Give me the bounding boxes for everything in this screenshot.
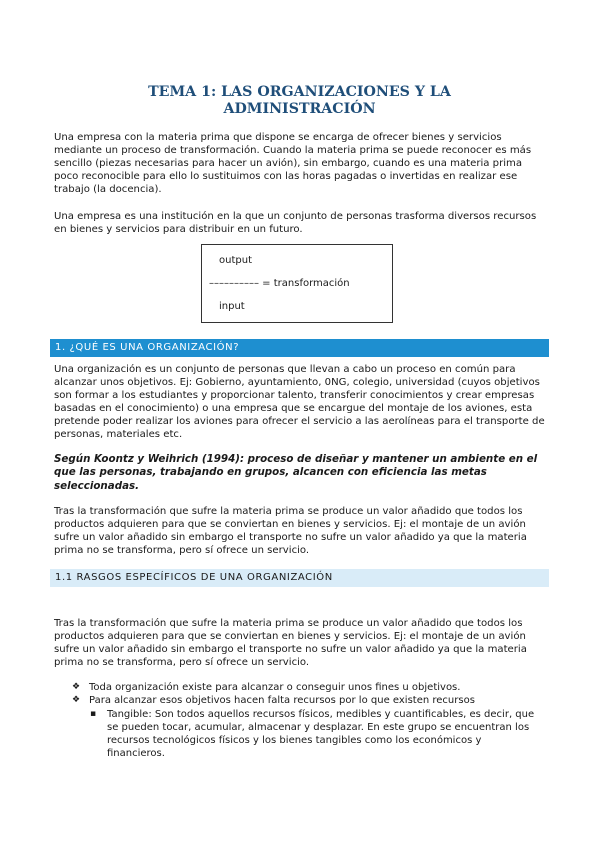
intro-paragraph-1: Una empresa con la materia prima que dispone se encarga de ofrecer bienes y servicios mediante un proceso de transformación. Cuando la materia prima se puede reconocer es más sencillo (piezas necesarias para hacer un avión), sin embargo, cuando es una materia prima poco reconocible para ello lo sustituimos con las horas pagadas o invertidas en realizar ese trabajo (la docencia). [54, 132, 532, 196]
list-item-text: Toda organización existe para alcanzar o conseguir unos fines u objetivos. [89, 682, 461, 693]
intro-paragraph-2: Una empresa es una institución en la que un conjunto de personas trasforma diversos recursos en bienes y servicios para distribuir en un futuro. [54, 211, 537, 236]
section-heading-1: 1. ¿QUÉ ES UNA ORGANIZACIÓN? [50, 339, 549, 357]
diagram-input-label: input [219, 301, 245, 312]
diagram-transformation-line: –––––––––– = transformación [209, 278, 350, 289]
section-heading-1-1: 1.1 RASGOS ESPECÍFICOS DE UNA ORGANIZACIÓN [50, 569, 549, 587]
diagram-output-label: output [219, 255, 252, 266]
list-item [72, 694, 549, 707]
section1-paragraph-2: Tras la transformación que sufre la materia prima se produce un valor añadido que todos los productos adquieren para que se conviertan en bienes y servicios. Ej: el montaje de un avión sufre un valor añadido sin embargo el transporte no sufre un valor añadido ya que la materia prima no se transforma, pero sí ofrece un servicio. [54, 506, 527, 557]
diamond-bullet-icon: ❖ [72, 682, 81, 692]
sub-list-item [90, 708, 549, 762]
section1-paragraph-1: Una organización es un conjunto de personas que llevan a cabo un proceso en común para alcanzar unos objetivos. Ej: Gobierno, ayuntamiento, 0NG, colegio, universidad (cuyos objetivos son formar a los estudiantes y proporcionar talento, transferir conocimientos y crear empresas basadas en el conocimiento) o una empresa que se encargue del montaje de los aviones, esta pretende poder realizar los aviones para ofrecer el servicio a las aerolíneas para el transporte de personas, materiales etc. [54, 364, 545, 441]
square-bullet-icon: ▪ [90, 709, 97, 719]
list-item [72, 681, 549, 694]
page-title: TEMA 1: LAS ORGANIZACIONES Y LA ADMINISTRACIÓN [148, 84, 451, 117]
sub-list-item-text: Tangible: Son todos aquellos recursos físicos, medibles y cuantificables, es decir, que se pueden tocar, acumular, almacenar y desplazar. En este grupo se encuentran los recursos tecnológicos físicos y los bienes tangibles como los económicos y financieros. [107, 709, 535, 759]
list-item-text: Para alcanzar esos objetivos hacen falta recursos por lo que existen recursos [89, 695, 475, 706]
transformation-diagram [201, 244, 393, 323]
diamond-bullet-icon: ❖ [72, 695, 81, 705]
section11-paragraph: Tras la transformación que sufre la materia prima se produce un valor añadido que todos los productos adquieren para que se conviertan en bienes y servicios. Ej: el montaje de un avión sufre un valor añadido sin embargo el transporte no sufre un valor añadido ya que la materia prima no se transforma, pero sí ofrece un servicio. [54, 618, 527, 669]
section1-quote: Según Koontz y Weihrich (1994): proceso de diseñar y mantener un ambiente en el que las personas, trabajando en grupos, alcancen con eficiencia las metas seleccionadas. [54, 453, 538, 492]
